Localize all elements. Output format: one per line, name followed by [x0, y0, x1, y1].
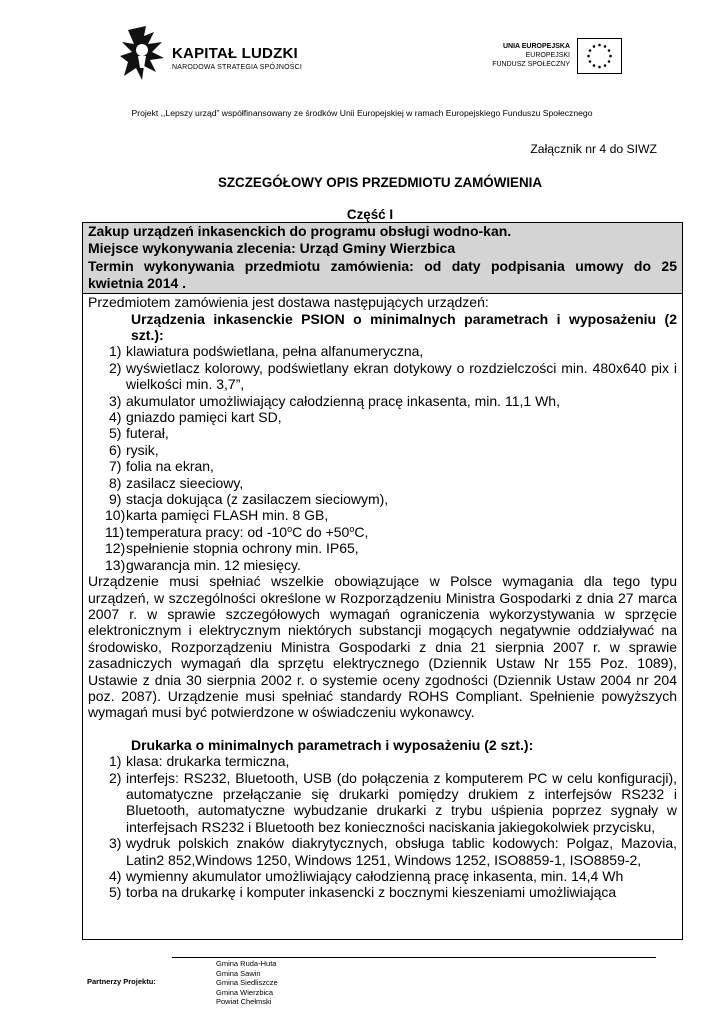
box-body — [83, 294, 682, 901]
section2-heading: Drukarka o minimalnych parametrach i wyposażeniu (2 szt.): — [131, 736, 534, 753]
eu-logo — [480, 38, 622, 78]
list-item: 5) futerał, — [109, 425, 169, 442]
list-item: 11) temperatura pracy: od -10$^o$C do $+50^oC$, — [105, 523, 369, 540]
list-item: 4) wymienny akumulator umożliwiający całodzienną pracę inkasenta, min. 14,4 Wh — [109, 868, 624, 884]
list-item: 12) spełnienie stopnia ochrony min. IP65, — [105, 540, 359, 557]
eu-line2: EUROPEJSKI — [525, 52, 570, 59]
list-item: 3) akumulator umożliwiający całodzienną pracę inkasenta, min. 11,1 Wh, — [109, 392, 560, 409]
eu-star-icon — [604, 64, 607, 67]
header-line-place: Miejsce wykonywania zlecenia: Urząd Gminy Wierzbica — [88, 240, 456, 257]
eu-star-icon — [608, 60, 611, 63]
eu-star-icon — [587, 55, 590, 58]
header-line-purchase: Zakup urządzeń inkasenckich do programu obsługi wodno-kan. — [88, 223, 512, 239]
specification-box — [82, 222, 683, 940]
annex-label: Załącznik nr 4 do SIWZ — [530, 142, 657, 156]
section1-heading: Urządzenia inkasenckie PSION o minimalnych parametrach i wyposażeniu (2 szt.): — [131, 310, 677, 343]
intro-text: Przedmiotem zamówienia jest dostawa następujących urządzeń: — [88, 294, 489, 311]
eu-star-icon — [609, 55, 612, 58]
eu-star-icon — [589, 60, 592, 63]
footer-divider — [172, 957, 656, 958]
part-heading: Część I — [346, 207, 394, 222]
list-item: 4) gniazdo pamięci kart SD, — [109, 409, 282, 426]
list-item: 9) stacja dokująca (z zasilaczem sieciowym), — [109, 491, 389, 508]
list-item: 13) gwarancja min. 12 miesięcy. — [105, 556, 301, 573]
partner-item: Gmina Wierzbica — [216, 987, 274, 997]
kapital-ludzki-subtitle: NARODOWA STRATEGIA SPÓJNOŚCI — [172, 64, 303, 71]
eu-star-icon — [593, 45, 596, 48]
eu-star-icon — [608, 49, 611, 52]
eu-star-icon — [593, 64, 596, 67]
eu-line3: FUNDUSZ SPOŁECZNY — [492, 61, 570, 68]
requirements-paragraph: Urządzenie musi spełniać wszelkie obowiązujące w Polsce wymagania dla tego typu urządzeń, w szczególności określone w Rozporządzeniu Ministra Gospodarki z dnia 27 marca 2007 r. w sprawie szczegółowych wymagań ograniczenia wykorzystywania w sprzęcie elektronicznym i elektrycznym niektórych substancji mogących negatywnie oddziaływać na środowisko, Rozporządzeniu Ministra Gospodarki z dnia 21 sierpnia 2007 r. w sprawie zasadniczych wymagań dla sprzętu elektrycznego (Dziennik Ustaw Nr 155 Poz. 1089), Ustawie z dnia 30 sierpnia 2002 r. o systemie oceny zgodności (Dziennik Ustaw 2004 nr 204 poz. 2087). Urządzenie musi spełniać standardy ROHS Compliant. Spełnienie powyższych wymagań musi być potwierdzone w oświadczeniu wykonawcy. — [88, 573, 677, 721]
list-item: 6) rysik, — [109, 441, 159, 458]
list-item: 1) klawiatura podświetlana, pełna alfanumeryczna, — [109, 343, 424, 360]
kapital-ludzki-logo — [118, 22, 303, 86]
eu-star-icon — [598, 44, 601, 47]
eu-star-icon — [598, 66, 601, 69]
partner-item: Gmina Ruda-Huta — [216, 959, 277, 968]
eu-text — [492, 42, 570, 69]
spacer — [88, 721, 677, 737]
list-item: 2) interfejs: RS232, Bluetooth, USB (do połączenia z komputerem PC w celu konfiguracji), automatyczne przełączanie się drukarki pomiędzy drukiem z interfejsów RS232 i Bluetooth, automatyczne wybudzanie drukarki z trybu uśpienia poprzez sygnały w interfejsach RS232 i Bluetooth bez konieczności naciskania jakiegokolwiek przycisku, — [109, 769, 677, 835]
list-item: 1) klasa: drukarka termiczna, — [109, 753, 290, 770]
eu-line1: UNIA EUROPEJSKA — [502, 43, 570, 50]
project-line: Projekt ,,Lepszy urząd” współfinansowany ze środków Unii Europejskiej w ramach Europejskiego Funduszu Społecznego — [131, 108, 593, 118]
partner-item: Gmina Sawin — [216, 968, 261, 978]
document-title: SZCZEGÓŁOWY OPIS PRZEDMIOTU ZAMÓWIENIA — [217, 175, 543, 190]
section2-list — [88, 753, 677, 901]
box-header — [83, 223, 682, 294]
list-item: 5) torba na drukarkę i komputer inkasencki z bocznymi kieszeniami umożliwiająca — [109, 884, 617, 901]
list-item: 2) wyświetlacz kolorowy, podświetlany ekran dotykowy o rozdzielczości min. 480x640 pix i wielkości min. 3,7”, — [109, 359, 677, 393]
section1-list — [88, 343, 677, 573]
eu-star-icon — [604, 45, 607, 48]
partner-item: Powiat Chełmski — [216, 997, 272, 1006]
list-item: 7) folia na ekran, — [109, 458, 214, 475]
eu-star-icon — [589, 49, 592, 52]
eu-flag-icon — [577, 38, 622, 74]
list-item: 8) zasilacz sieeciowy, — [109, 474, 244, 491]
kapital-ludzki-title: KAPITAŁ LUDZKI — [172, 45, 298, 62]
list-item: 10) karta pamięci FLASH min. 8 GB, — [105, 507, 329, 524]
partner-item: Gmina Siedliszcze — [216, 978, 278, 987]
partners-list — [216, 959, 278, 1007]
partners-label: Partnerzy Projektu: — [87, 977, 156, 986]
header-line-deadline: Termin wykonywania przedmiotu zamówienia: od daty podpisania umowy do 25 kwietnia 2014 . — [88, 257, 677, 291]
kapital-ludzki-emblem-icon — [118, 22, 168, 86]
list-item: 3) wydruk polskich znaków diakrytycznych, obsługa tablic kodowych: Polgaz, Mazovia, Latin2 852,Windows 1250, Windows 1251, Windows 1252, ISO8859-1, ISO8859-2, — [109, 835, 677, 868]
